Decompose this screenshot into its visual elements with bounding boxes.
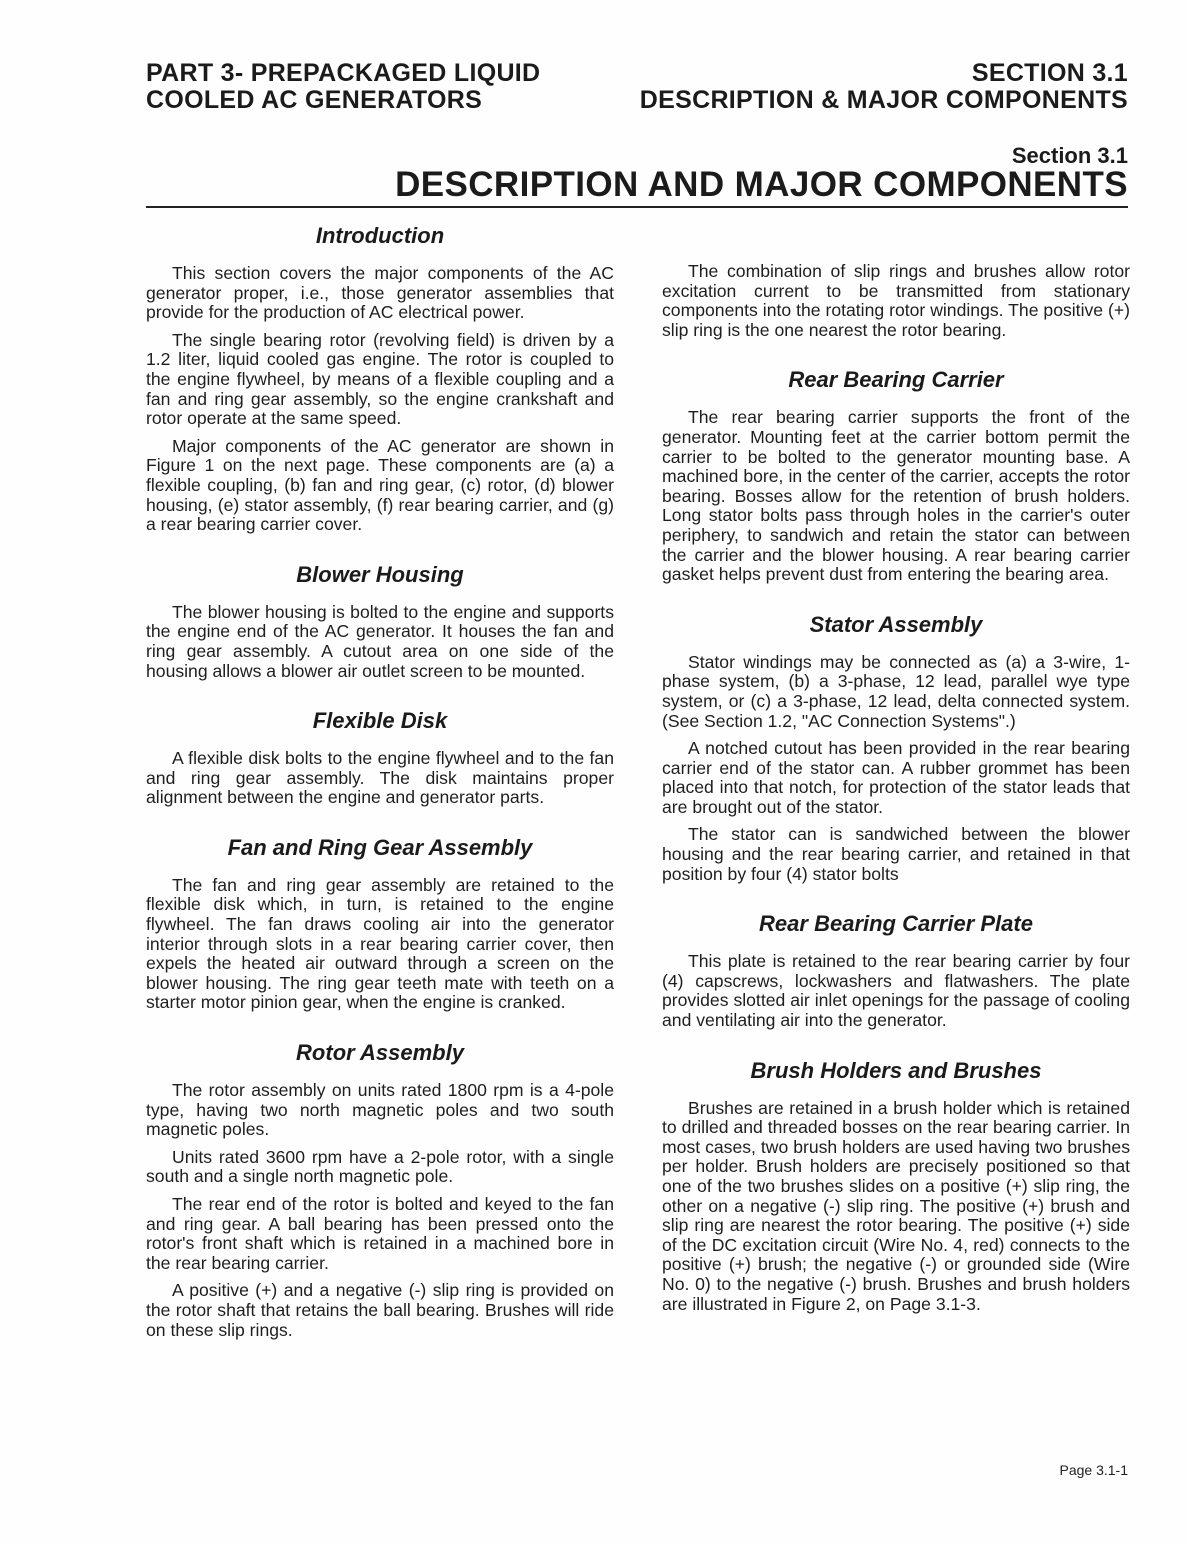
part-heading-line1: PART 3- PREPACKAGED LIQUID — [146, 59, 541, 87]
title-divider — [146, 206, 1128, 208]
rear-bearing-carrier-plate-heading: Rear Bearing Carrier Plate — [759, 911, 1033, 937]
blower-housing-paragraph: The blower housing is bolted to the engine and supports the engine end of the AC generator. It houses the fan and ring gear assembly. A cutout area on one side of the housing allows a blower air outlet screen to be mounted. — [146, 601, 614, 681]
page-number: Page 3.1-1 — [1059, 1462, 1128, 1478]
rotor-assembly-paragraph-1: The rotor assembly on units rated 1800 rpm is a 4-pole type, having two north magnetic poles and two south magnetic poles. — [146, 1080, 614, 1140]
blower-housing-heading: Blower Housing — [296, 561, 464, 587]
right-column — [662, 262, 1130, 1322]
introduction-paragraph-1: This section covers the major components of the AC generator proper, i.e., those generator assemblies that provide for the production of AC electrical power. — [146, 263, 614, 323]
introduction-paragraph-2: The single bearing rotor (revolving field) is driven by a 1.2 liter, liquid cooled gas engine. The rotor is coupled to the engine flywheel, by means of a flexible coupling and a fan and ring gear assembly, so the engine crankshaft and rotor operate at the same speed. — [146, 329, 614, 429]
rotor-assembly-paragraph-4: A positive (+) and a negative (-) slip ring is provided on the rotor shaft that retains the ball bearing. Brushes will ride on these slip rings. — [146, 1280, 614, 1340]
section-heading — [640, 60, 1128, 114]
brush-holders-paragraph: Brushes are retained in a brush holder which is retained to drilled and threaded bosses on the rear bearing carrier. In most cases, two brush holders are used having two brushes per holder. Brush holders are precisely positioned so that one of the two brushes slides on a positive (+) slip ring, the other on a negative (-) slip ring. The positive (+) brush and slip ring are nearest the rotor bearing. The positive (+) side of the DC excitation circuit (Wire No. 4, red) connects to the positive (+) brush; the negative (-) or grounded side (Wire No. 0) to the negative (-) brush. Brushes and brush holders are illustrated in Figure 2, on Page 3.1-3. — [662, 1097, 1130, 1314]
section-label: Section 3.1 — [1011, 143, 1128, 168]
rear-bearing-carrier-plate-paragraph: This plate is retained to the rear bearing carrier by four (4) capscrews, lockwashers and flatwashers. The plate provides slotted air inlet openings for the passage of cooling and ventilating air into the generator. — [662, 951, 1130, 1031]
left-column — [146, 222, 614, 1348]
stator-assembly-paragraph-3: The stator can is sandwiched between the blower housing and the rear bearing carrier, and retained in that position by four (4) stator bolts — [662, 824, 1130, 884]
part-heading — [146, 60, 540, 114]
rear-bearing-carrier-paragraph: The rear bearing carrier supports the front of the generator. Mounting feet at the carrier bottom permit the carrier to be bolted to the generator mounting base. A machined bore, in the center of the carrier, accepts the rotor bearing. Bosses allow for the retention of brush holders. Long stator bolts pass through holes in the carrier's outer periphery, to sandwich and retain the stator can between the carrier and the blower housing. A rear bearing carrier gasket helps prevent dust from entering the bearing area. — [662, 407, 1130, 585]
section-heading-line2: DESCRIPTION & MAJOR COMPONENTS — [639, 86, 1128, 114]
slip-rings-paragraph: The combination of slip rings and brushes allow rotor excitation current to be transmitted from stationary components into the rotating rotor windings. The positive (+) slip ring is the one nearest the rotor bearing. — [662, 261, 1130, 340]
stator-assembly-paragraph-2: A notched cutout has been provided in the rear bearing carrier end of the stator can. A rubber grommet has been placed into that notch, for protection of the stator leads that are brought out of the stator. — [662, 738, 1130, 817]
section-heading-line1: SECTION 3.1 — [971, 59, 1128, 87]
page-title: DESCRIPTION AND MAJOR COMPONENTS — [395, 165, 1128, 204]
introduction-paragraph-3: Major components of the AC generator are shown in Figure 1 on the next page. These components are (a) a flexible coupling, (b) fan and ring gear, (c) rotor, (d) blower housing, (e) stator assembly, (f) rear bearing carrier, and (g) a rear bearing carrier cover. — [146, 435, 614, 535]
flexible-disk-paragraph: A flexible disk bolts to the engine flywheel and to the fan and ring gear assembly. The disk maintains proper alignment between the engine and generator parts. — [146, 748, 614, 808]
flexible-disk-heading: Flexible Disk — [312, 708, 448, 734]
rotor-assembly-paragraph-3: The rear end of the rotor is bolted and keyed to the fan and ring gear. A ball bearing has been pressed onto the rotor's front shaft which is retained in a machined bore in the rear bearing carrier. — [146, 1194, 614, 1273]
part-heading-line2: COOLED AC GENERATORS — [146, 86, 483, 114]
fan-ring-gear-heading: Fan and Ring Gear Assembly — [227, 834, 533, 860]
stator-assembly-paragraph-1: Stator windings may be connected as (a) a 3-wire, 1-phase system, (b) a 3-phase, 12 lead, parallel wye type system, or (c) a 3-phase, 12 lead, delta connected system. (See Section 1.2, "AC Connection Systems".) — [662, 651, 1130, 731]
introduction-heading: Introduction — [315, 223, 445, 248]
brush-holders-heading: Brush Holders and Brushes — [750, 1057, 1042, 1083]
stator-assembly-heading: Stator Assembly — [809, 611, 983, 637]
rotor-assembly-heading: Rotor Assembly — [296, 1040, 464, 1066]
rear-bearing-carrier-heading: Rear Bearing Carrier — [788, 367, 1004, 393]
fan-ring-gear-paragraph: The fan and ring gear assembly are retained to the flexible disk which, in turn, is retained to the engine flywheel. The fan draws cooling air into the generator interior through slots in a rear bearing carrier cover, then expels the heated air outward through a screen on the blower housing. The ring gear teeth mate with teeth on a starter motor pinion gear, when the engine is cranked. — [146, 874, 614, 1013]
rotor-assembly-paragraph-2: Units rated 3600 rpm have a 2-pole rotor, with a single south and a single north magnetic pole. — [146, 1146, 614, 1187]
